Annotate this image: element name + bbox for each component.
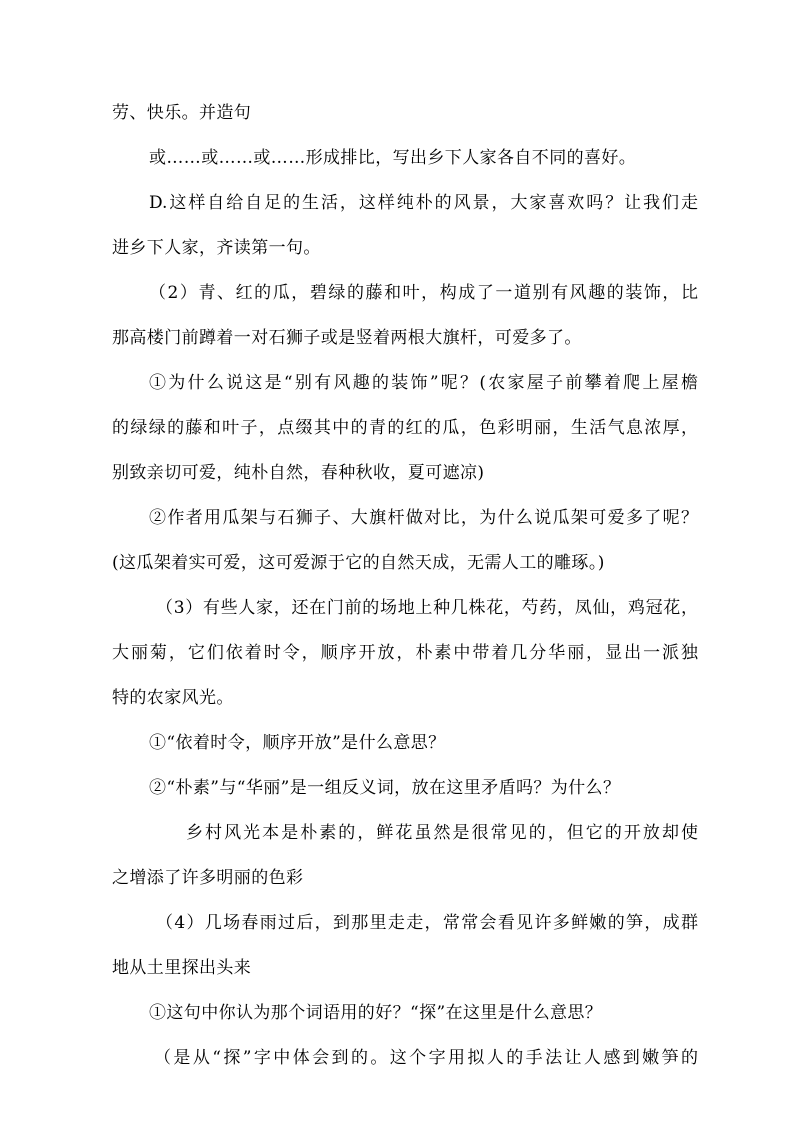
text-line: 进乡下人家，齐读第一句。 [112,238,321,258]
text-line: 特的农家风光。 [112,688,234,708]
text-line: D.这样自给自足的生活，这样纯朴的风景，大家喜欢吗？让我们走 [149,193,698,213]
text-line: 那高楼门前蹲着一对石狮子或是竖着两根大旗杆，可爱多了。 [112,328,582,348]
text-line: 劳、快乐。并造句 [112,103,252,123]
text-line: 大丽菊，它们依着时令，顺序开放，朴素中带着几分华丽，显出一派独 [112,643,698,663]
text-line: （4）几场春雨过后，到那里走走，常常会看见许多鲜嫩的笋，成群 [156,913,698,933]
text-line: ①这句中你认为那个词语用的好？“探”在这里是什么意思？ [149,1003,603,1023]
text-line: 别致亲切可爱，纯朴自然，春种秋收，夏可遮凉) [112,463,485,483]
text-line: 地从土里探出头来 [112,958,252,978]
text-line: ②作者用瓜架与石狮子、大旗杆做对比，为什么说瓜架可爱多了呢？ [149,508,698,528]
text-line: （是从“探”字中体会到的。这个字用拟人的手法让人感到嫩笋的 [154,1048,698,1068]
text-line: 的绿绿的藤和叶子，点缀其中的青的红的瓜，色彩明丽，生活气息浓厚， [112,418,698,438]
text-line: ①“依着时令，顺序开放”是什么意思？ [149,733,446,753]
text-line: 乡村风光本是朴素的，鲜花虽然是很常见的，但它的开放却使 [186,823,698,843]
text-line: （3）有些人家，还在门前的场地上种几株花，芍药，凤仙，鸡冠花， [156,598,698,618]
text-line: ②“朴素”与“华丽”是一组反义词，放在这里矛盾吗？为什么？ [149,778,621,798]
text-line: 或……或……或……形成排比，写出乡下人家各自不同的喜好。 [149,148,637,168]
text-line: ①为什么说这是“别有风趣的装饰”呢？(农家屋子前攀着爬上屋檐 [149,373,698,393]
text-line: （2）青、红的瓜，碧绿的藤和叶，构成了一道别有风趣的装饰，比 [149,283,698,303]
text-line: (这瓜架着实可爱，这可爱源于它的自然天成，无需人工的雕琢。) [112,553,605,573]
text-line: 之增添了许多明丽的色彩 [112,868,304,888]
